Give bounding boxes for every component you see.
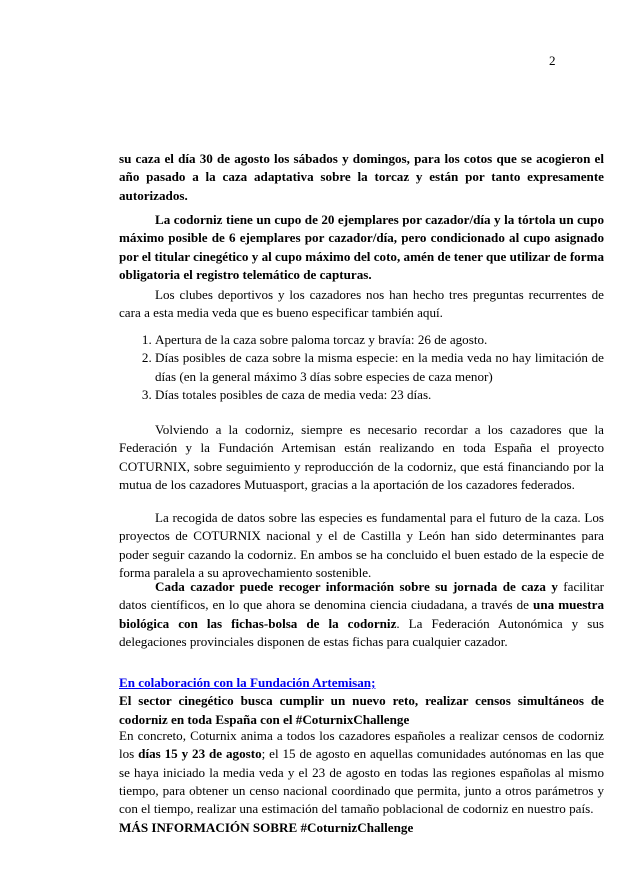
text-run: Los clubes deportivos y los cazadores nos han hecho tres preguntas recurrentes de cara a esta media veda que es bueno especificar también aquí. xyxy=(119,287,604,321)
text-run: una muestra biológica con las fichas-bolsa de la codorniz xyxy=(119,597,605,631)
text-run: días 15 y 23 de agosto xyxy=(138,746,262,762)
text-run: La codorniz tiene un cupo de 20 ejemplares por cazador/día y la tórtola un cupo máximo posible de 6 ejemplares por cazador/día, pero condicionado al cupo asignado por el titular cinegético y al cupo máximo del coto, amén de tener que utilizar de forma obligatoria el registro telemático de capturas. xyxy=(119,212,604,282)
list-item: 3. Días totales posibles de caza de media veda: 23 días. xyxy=(155,386,604,404)
text-run: . La Federación Autonómica y sus delegaciones provinciales disponen de estas fichas para cualquier cazador. xyxy=(119,615,604,649)
challenge-subheading: El sector cinegético busca cumplir un nuevo reto, realizar censos simultáneos de codorniz en toda España con el #CoturnixChallenge xyxy=(119,693,604,727)
paragraph-continuation xyxy=(119,150,604,205)
paragraph-cupos xyxy=(119,211,604,284)
paragraph-coturnix xyxy=(119,421,604,494)
text-run: facilitar datos científicos, en lo que ahora se denomina ciencia ciudadana, a través de xyxy=(119,579,604,613)
censos-group xyxy=(119,727,604,837)
more-info-line: MÁS INFORMACIÓN SOBRE #CoturnizChallenge xyxy=(119,819,414,835)
paragraph-ciencia-ciudadana xyxy=(119,578,604,651)
paragraph-censos xyxy=(119,727,604,819)
artemisan-link[interactable]: En colaboración con la Fundación Artemisan; xyxy=(119,675,376,690)
text-run: Cada cazador puede recoger información sobre su jornada de caza y xyxy=(155,579,564,594)
page-number: 2 xyxy=(549,53,556,68)
text-run: Volviendo a la codorniz, siempre es necesario recordar a los cazadores que la Federación y la Fundación Artemisan están realizando en toda España el proyecto COTURNIX, sobre seguimiento y reproducción de la codorniz, que está financiando por la mutua de los cazadores Mutuasport, gracias a la aportación de los cazadores federados. xyxy=(119,422,604,492)
text-run: En concreto, Coturnix anima a todos los cazadores españoles a realizar censos de codorniz los xyxy=(119,728,604,762)
questions-list-block xyxy=(119,331,604,404)
text-run: su caza el día 30 de agosto los sábados y domingos, para los cotos que se acogieron el año pasado a la caza adaptativa sobre la torcaz y están por tanto expresamente autorizados. xyxy=(119,151,604,203)
paragraph-preguntas xyxy=(119,286,604,323)
list-item: 1. Apertura de la caza sobre paloma torcaz y bravía: 26 de agosto. xyxy=(155,331,604,349)
list-item: 2. Días posibles de caza sobre la misma especie: en la media veda no hay limitación de días (en la general máximo 3 días sobre especies de caza menor) xyxy=(155,349,604,386)
text-run: La recogida de datos sobre las especies es fundamental para el futuro de la caza. Los proyectos de COTURNIX nacional y el de Castilla y León han sido determinantes para poder seguir cazando la codorniz. En ambos se ha concluido el buen estado de la especie de forma paralela a su aprovechamiento sostenible. xyxy=(119,510,604,580)
questions-list xyxy=(119,331,604,404)
text-run: ; el 15 de agosto en aquellas comunidades autónomas en las que se haya iniciado la media veda y el 23 de agosto en todas las regiones españolas al mismo tiempo, para obtener un censo nacional coordinado que permita, junto a otros parámetros y con el tiempo, realizar una estimación del tamaño poblacional de codorniz en nuestro país. xyxy=(119,746,604,817)
paragraph-recogida xyxy=(119,509,604,582)
challenge-heading-group xyxy=(119,674,604,729)
